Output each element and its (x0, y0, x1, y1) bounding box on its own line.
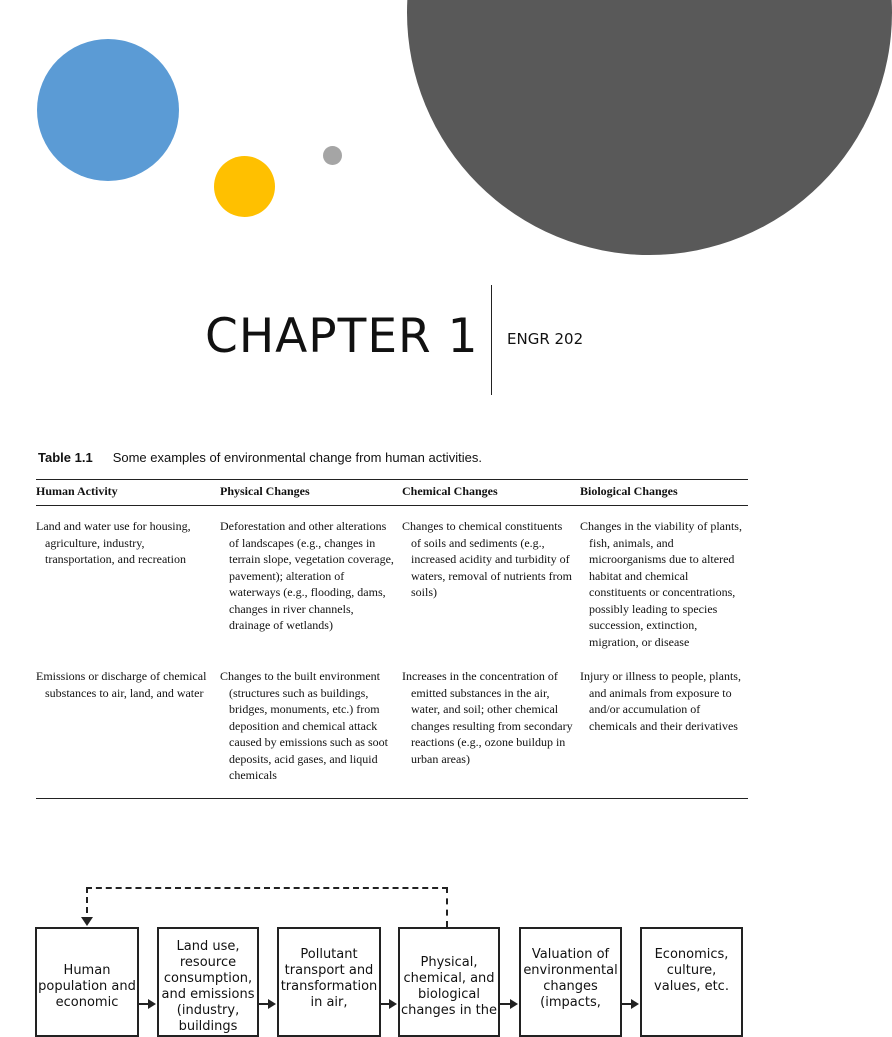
flow-box-pollutant-transport: Pollutant transport and transformation in air, (277, 927, 381, 1037)
flow-box-physical-changes: Physical, chemical, and biological changes in the (398, 927, 500, 1037)
table-cell: Changes to chemical constituents of soils and sediments (e.g., increased acidity and turbidity of waters, removal of nutrients from soils) (402, 519, 572, 599)
environmental-change-table (36, 450, 748, 799)
feedback-loop-line (446, 887, 448, 927)
flow-arrowhead (631, 999, 639, 1009)
flow-connector (500, 1003, 510, 1005)
column-header: Physical Changes (220, 484, 310, 498)
dark-gray-circle (407, 0, 892, 255)
blue-circle (37, 39, 179, 181)
table-row (36, 650, 748, 784)
table-number: Table 1.1 (38, 450, 93, 465)
flow-arrowhead (510, 999, 518, 1009)
flow-arrowhead (389, 999, 397, 1009)
table-header-row (36, 480, 748, 502)
feedback-arrowhead (81, 917, 93, 926)
title-divider (491, 285, 492, 395)
table-cell: Emissions or discharge of chemical substances to air, land, and water (36, 669, 207, 700)
small-gray-circle (323, 146, 342, 165)
flow-box-population: Human population and economic (35, 927, 139, 1037)
table-cell: Changes to the built environment (structures such as buildings, bridges, monuments, etc.) from deposition and chemical attack caused by emissions such as soot deposits, acid gases, and liquid chemicals (220, 669, 388, 782)
table-cell: Changes in the viability of plants, fish, animals, and microorganisms due to altered habitat and chemical constituents or concentrations, possibly leading to species succession, extinction, migration, or disease (580, 519, 742, 649)
column-header: Chemical Changes (402, 484, 498, 498)
flow-box-valuation: Valuation of environmental changes (impacts, (519, 927, 622, 1037)
table-cell: Injury or illness to people, plants, and animals from exposure to and/or accumulation of chemicals and their derivatives (580, 669, 741, 733)
column-header: Human Activity (36, 484, 118, 498)
table-caption-text: Some examples of environmental change from human activities. (112, 450, 482, 465)
yellow-circle (214, 156, 275, 217)
course-code: ENGR 202 (507, 330, 584, 348)
table-row (36, 506, 748, 650)
slide-title: CHAPTER 1 (205, 309, 479, 364)
table-cell: Deforestation and other alterations of landscapes (e.g., changes in terrain slope, vegetation coverage, pavement); alteration of waterways (e.g., flooding, dams, changes in river channels, drainage of wetlands) (220, 519, 394, 632)
flow-arrowhead (148, 999, 156, 1009)
flow-arrowhead (268, 999, 276, 1009)
flow-box-land-use: Land use, resource consumption, and emissions (industry, buildings (157, 927, 259, 1037)
table-cell: Land and water use for housing, agriculture, industry, transportation, and recreation (36, 519, 191, 566)
table-bottom-rule (36, 798, 748, 799)
flow-box-economics: Economics, culture, values, etc. (640, 927, 743, 1037)
table-cell: Increases in the concentration of emitted substances in the air, water, and soil; other chemical changes resulting from secondary reactions (e.g., ozone buildup in urban areas) (402, 669, 573, 766)
column-header: Biological Changes (580, 484, 678, 498)
feedback-loop-line (86, 887, 448, 889)
table-caption (38, 450, 748, 465)
